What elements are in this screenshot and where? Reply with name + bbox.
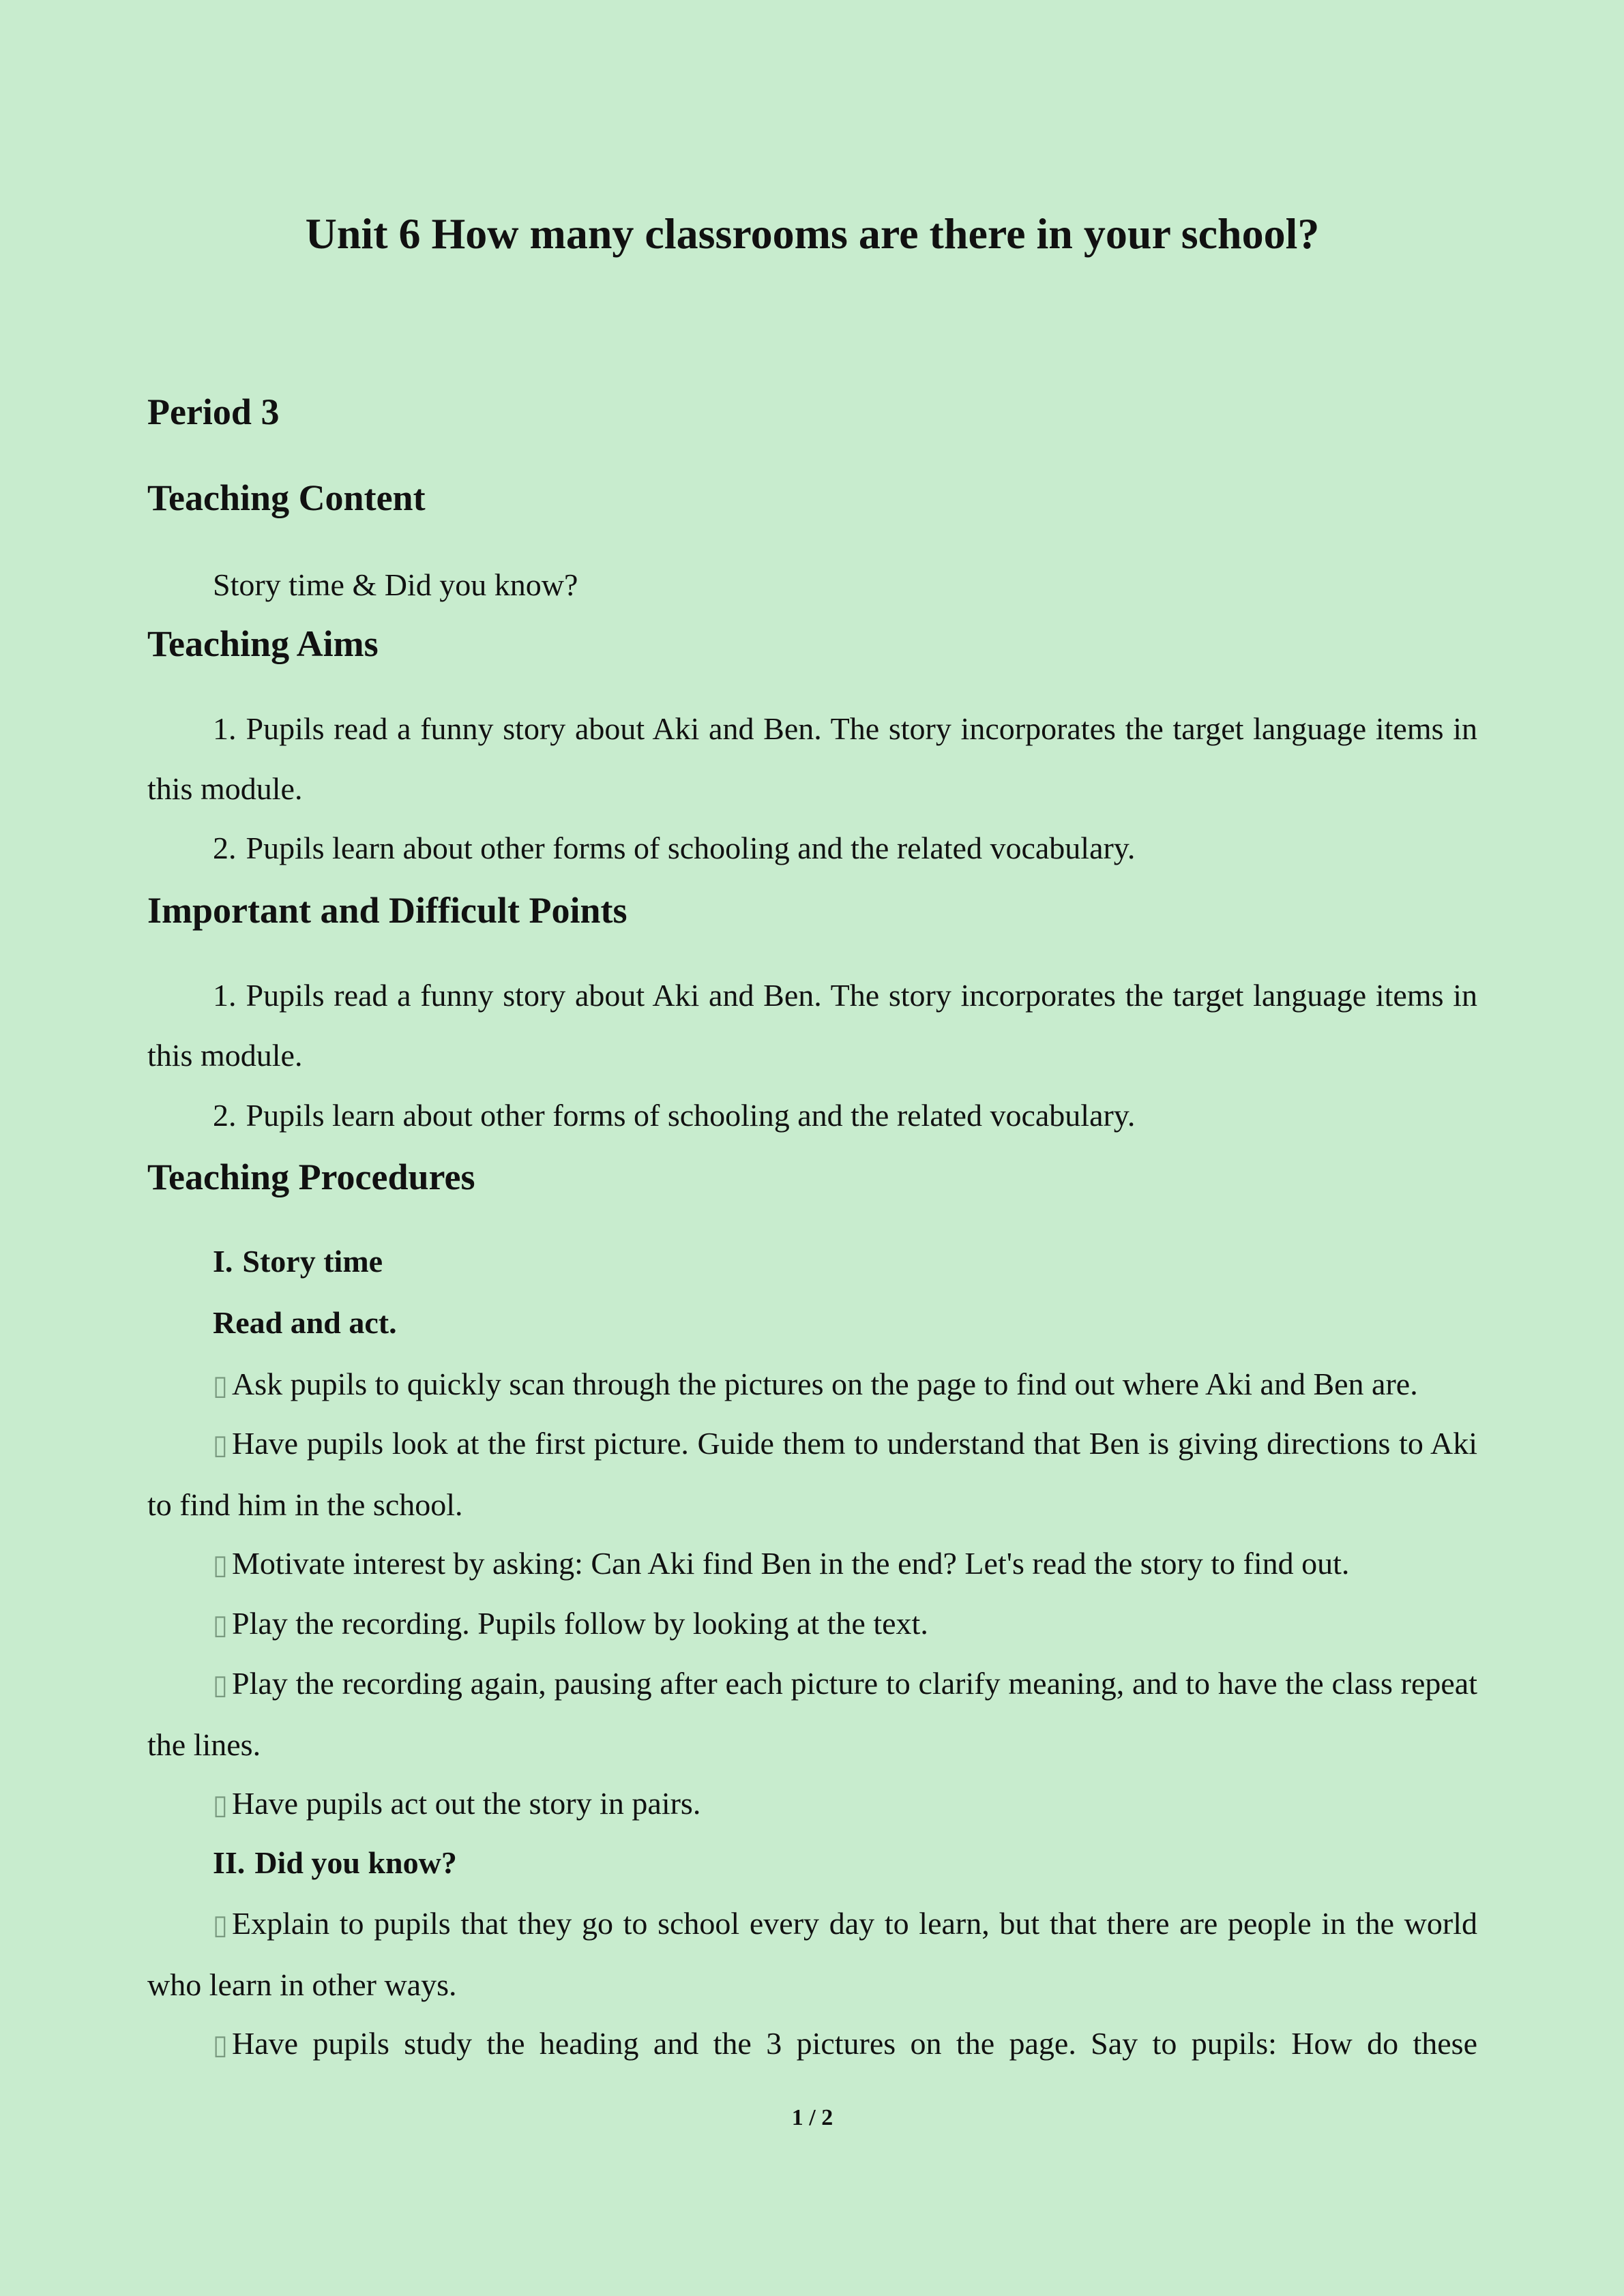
item-number: 2. — [213, 831, 237, 865]
teaching-aims-heading: Teaching Aims — [147, 623, 379, 664]
bullet-icon: ▯ — [213, 1609, 228, 1640]
bullet-icon: ▯ — [213, 2029, 228, 2060]
important-point-item: 2. Pupils learn about other forms of schooling and the related vocabulary. — [213, 1098, 1136, 1133]
procedure-step: ▯ Ask pupils to quickly scan through the pictures on the page to find out where Aki and Ben are. — [213, 1367, 1418, 1401]
document-title: Unit 6 How many classrooms are there in your school? — [305, 209, 1320, 258]
page-indicator: 1 / 2 — [791, 2105, 833, 2130]
procedure-step: ▯ Motivate interest by asking: Can Aki find Ben in the end? Let's read the story to find out. — [213, 1546, 1350, 1581]
item-number: 2. — [213, 1098, 237, 1133]
procedure-step: ▯ Have pupils act out the story in pairs. — [213, 1786, 701, 1821]
period-heading: Period 3 — [147, 391, 280, 432]
procedure-step: ▯ Play the recording again, pausing after each picture to clarify meaning, and to have the class repeat the lines. — [147, 1666, 1477, 1762]
teaching-aim-item: 1. Pupils read a funny story about Aki and Ben. The story incorporates the target language items in this module. — [147, 711, 1477, 806]
bullet-icon: ▯ — [213, 1429, 228, 1460]
bullet-icon: ▯ — [213, 1789, 228, 1820]
bullet-icon: ▯ — [213, 1370, 228, 1401]
document-page — [147, 0, 1477, 2296]
important-points-heading: Important and Difficult Points — [147, 890, 628, 931]
important-point-item: 1. Pupils read a funny story about Aki and Ben. The story incorporates the target language items in this module. — [147, 978, 1477, 1073]
bullet-icon: ▯ — [213, 1909, 228, 1940]
item-number: 1. — [213, 978, 237, 1013]
section-1-heading: I. Story time — [213, 1244, 383, 1279]
teaching-content-text: Story time & Did you know? — [213, 567, 578, 602]
teaching-aim-item: 2. Pupils learn about other forms of schooling and the related vocabulary. — [213, 831, 1136, 865]
section-2-heading: II. Did you know? — [213, 1845, 457, 1880]
teaching-procedures-heading: Teaching Procedures — [147, 1157, 475, 1197]
teaching-content-heading: Teaching Content — [147, 477, 426, 518]
item-number: 1. — [213, 711, 237, 746]
procedure-step: ▯ Play the recording. Pupils follow by looking at the text. — [213, 1606, 928, 1641]
procedure-step: ▯ Have pupils study the heading and the 3 pictures on the page. Say to pupils: How do these — [213, 2026, 1477, 2061]
bullet-icon: ▯ — [213, 1669, 228, 1700]
section-1-subheading: Read and act. — [213, 1305, 397, 1340]
bullet-icon: ▯ — [213, 1549, 228, 1580]
procedure-step: ▯ Explain to pupils that they go to school every day to learn, but that there are people in the world who learn in other ways. — [147, 1906, 1477, 2002]
procedure-step: ▯ Have pupils look at the first picture. Guide them to understand that Ben is giving directions to Aki to find him in the school. — [147, 1426, 1477, 1522]
